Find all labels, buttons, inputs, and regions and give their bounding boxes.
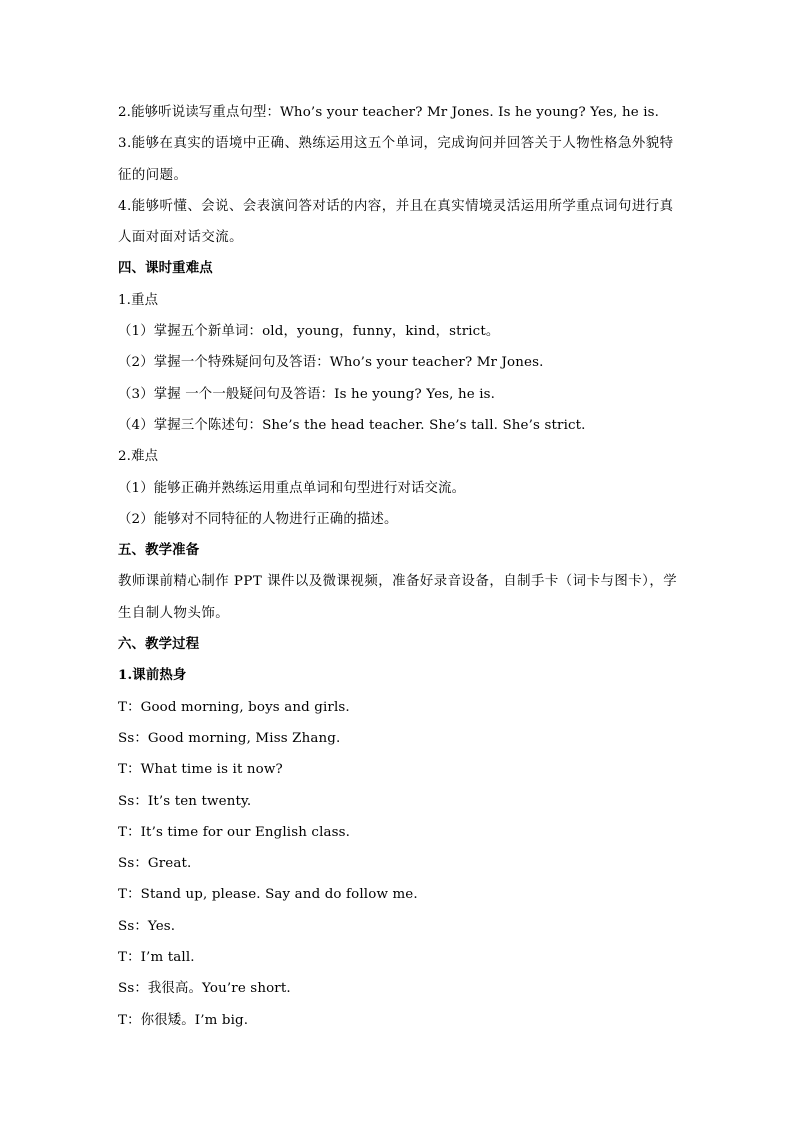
preparation-body: 教师课前精心制作 PPT 课件以及微课视频，准备好录音设备，自制手卡（词卡与图卡），学生自制人物头饰。: [118, 574, 678, 621]
warm-up-heading: 1.课前热身: [118, 667, 187, 684]
dialogue-line: Ss：Good morning, Miss Zhang.: [118, 730, 341, 746]
key-point-item: （2）掌握一个特殊疑问句及答语：Who’s your teacher? Mr Jones.: [118, 355, 544, 371]
key-points-label: 1.重点: [118, 292, 159, 308]
key-point-item: （3）掌握 一个一般疑问句及答语：Is he young? Yes, he is.: [118, 386, 496, 402]
section-heading-process: 六、教学过程: [118, 636, 200, 653]
dialogue-line: T：你很矮。I’m big.: [118, 1012, 249, 1028]
objective-item-4: 4.能够听懂、会说、会表演问答对话的内容，并且在真实情境灵活运用所学重点词句进行真人面对面对话交流。: [118, 198, 674, 246]
document-page: [118, 97, 678, 1036]
difficult-point-item: （1）能够正确并熟练运用重点单词和句型进行对话交流。: [118, 480, 466, 496]
dialogue-line: T：What time is it now?: [118, 762, 283, 778]
dialogue-line: Ss：Yes.: [118, 918, 176, 934]
difficult-points-label: 2.难点: [118, 449, 159, 465]
key-point-item: （4）掌握三个陈述句：She’s the head teacher. She’s tall. She’s strict.: [118, 417, 586, 433]
dialogue-line: Ss：It’s ten twenty.: [118, 793, 252, 809]
key-point-item: （1）掌握五个新单词：old，young，funny，kind，strict。: [118, 324, 500, 340]
dialogue: [118, 692, 678, 1036]
section-heading-key-points: 四、课时重难点: [118, 260, 213, 277]
dialogue-line: T：Stand up, please. Say and do follow me.: [118, 887, 418, 903]
objective-item-2: 2.能够听说读写重点句型：Who’s your teacher? Mr Jones. Is he young? Yes, he is.: [118, 105, 660, 120]
dialogue-line: T：It’s time for our English class.: [118, 824, 351, 840]
dialogue-line: Ss：Great.: [118, 856, 192, 872]
dialogue-line: T：Good morning, boys and girls.: [118, 699, 350, 715]
difficult-point-item: （2）能够对不同特征的人物进行正确的描述。: [118, 511, 398, 527]
objective-item-3: 3.能够在真实的语境中正确、熟练运用这五个单词，完成询问并回答关于人物性格急外貌特征的问题。: [118, 136, 674, 183]
dialogue-line: Ss：我很高。You’re short.: [118, 981, 291, 997]
section-heading-preparation: 五、教学准备: [118, 542, 200, 559]
dialogue-line: T：I’m tall.: [118, 950, 195, 966]
